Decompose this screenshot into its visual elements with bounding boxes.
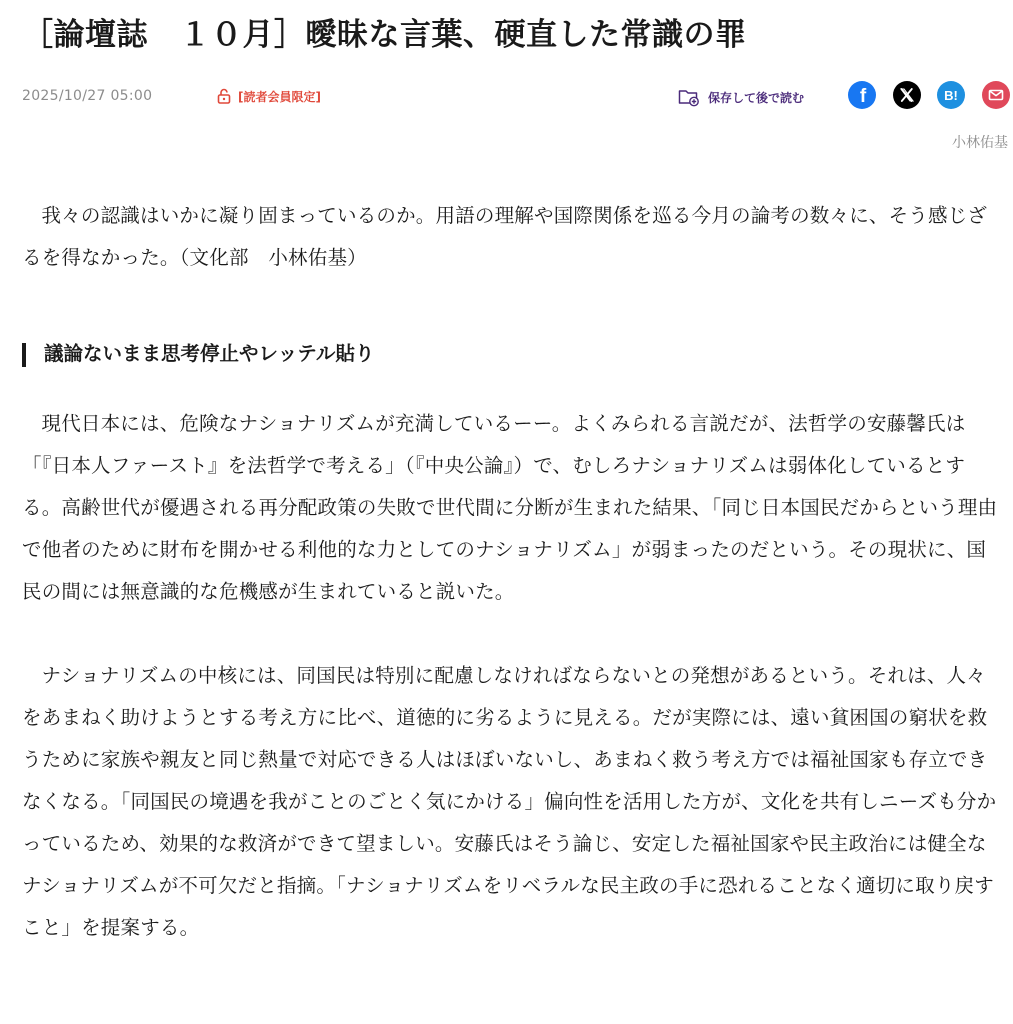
svg-text:B!: B! — [944, 88, 958, 103]
save-for-later-button[interactable] — [678, 84, 804, 110]
hatena-bookmark-icon — [937, 81, 965, 109]
share-facebook-button[interactable] — [848, 81, 876, 109]
member-only-badge — [217, 85, 321, 107]
facebook-icon — [848, 81, 876, 109]
article-body — [22, 195, 1004, 949]
article-paragraph: ナショナリズムの中核には、同国民は特別に配慮しなければならないとの発想があるという。それは、人々をあまねく助けようとする考え方に比べ、道徳的に劣るように見える。だが実際には、遠い貧困国の窮状を救うために家族や親友と同じ熱量で対応できる人はほぼいないし、あまねく救う考え方では福祉国家も存立できなくなる。「同国民の境遇を我がことのごとく気にかける」偏向性を活用した方が、文化を共有しニーズも分かっているため、効果的な救済ができて望ましい。安藤氏はそう論じ、安定した福祉国家や民主政治には健全なナショナリズムが不可欠だと指摘。「ナショナリズムをリベラルな民主政の手に恐れることなく適切に取り戻すこと」を提案する。 — [22, 664, 997, 939]
share-mail-button[interactable] — [982, 81, 1010, 109]
save-for-later-label: 保存して後で読む — [708, 90, 805, 105]
publish-date: 2025/10/27 05:00 — [22, 88, 153, 104]
article-meta — [22, 80, 1010, 114]
article-paragraph: 現代日本には、危険なナショナリズムが充満しているーー。よくみられる言説だが、法哲学の安藤馨氏は「『日本人ファースト』を法哲学で考える」（『中央公論』）で、むしろナショナリズムは弱体化しているとする。高齢世代が優遇される再分配政策の失敗で世代間に分断が生まれた結果、「同じ日本国民だからという理由で他者のために財布を開かせる利他的な力としてのナショナリズム」が弱まったのだという。その現状に、国民の間には無意識的な危機感が生まれていると説いた。 — [22, 412, 998, 603]
article-title: ［論壇誌 １０月］曖昧な言葉、硬直した常識の罪 — [22, 17, 747, 53]
mail-icon — [982, 81, 1010, 109]
article-lead: 我々の認識はいかに凝り固まっているのか。用語の理解や国際関係を巡る今月の論考の数々に、そう感じざるを得なかった。（文化部 小林佑基） — [22, 204, 988, 269]
share-x-button[interactable] — [893, 81, 921, 109]
lock-icon — [217, 88, 231, 104]
section-heading: 議論ないまま思考停止やレッテル貼り — [22, 341, 1004, 367]
author-name: 小林佑基 — [952, 135, 1008, 151]
svg-text:f: f — [859, 86, 867, 107]
x-icon — [893, 81, 921, 109]
member-only-label: [読者会員限定] — [238, 89, 321, 104]
share-hatena-button[interactable] — [937, 81, 965, 109]
folder-add-icon — [678, 87, 700, 107]
